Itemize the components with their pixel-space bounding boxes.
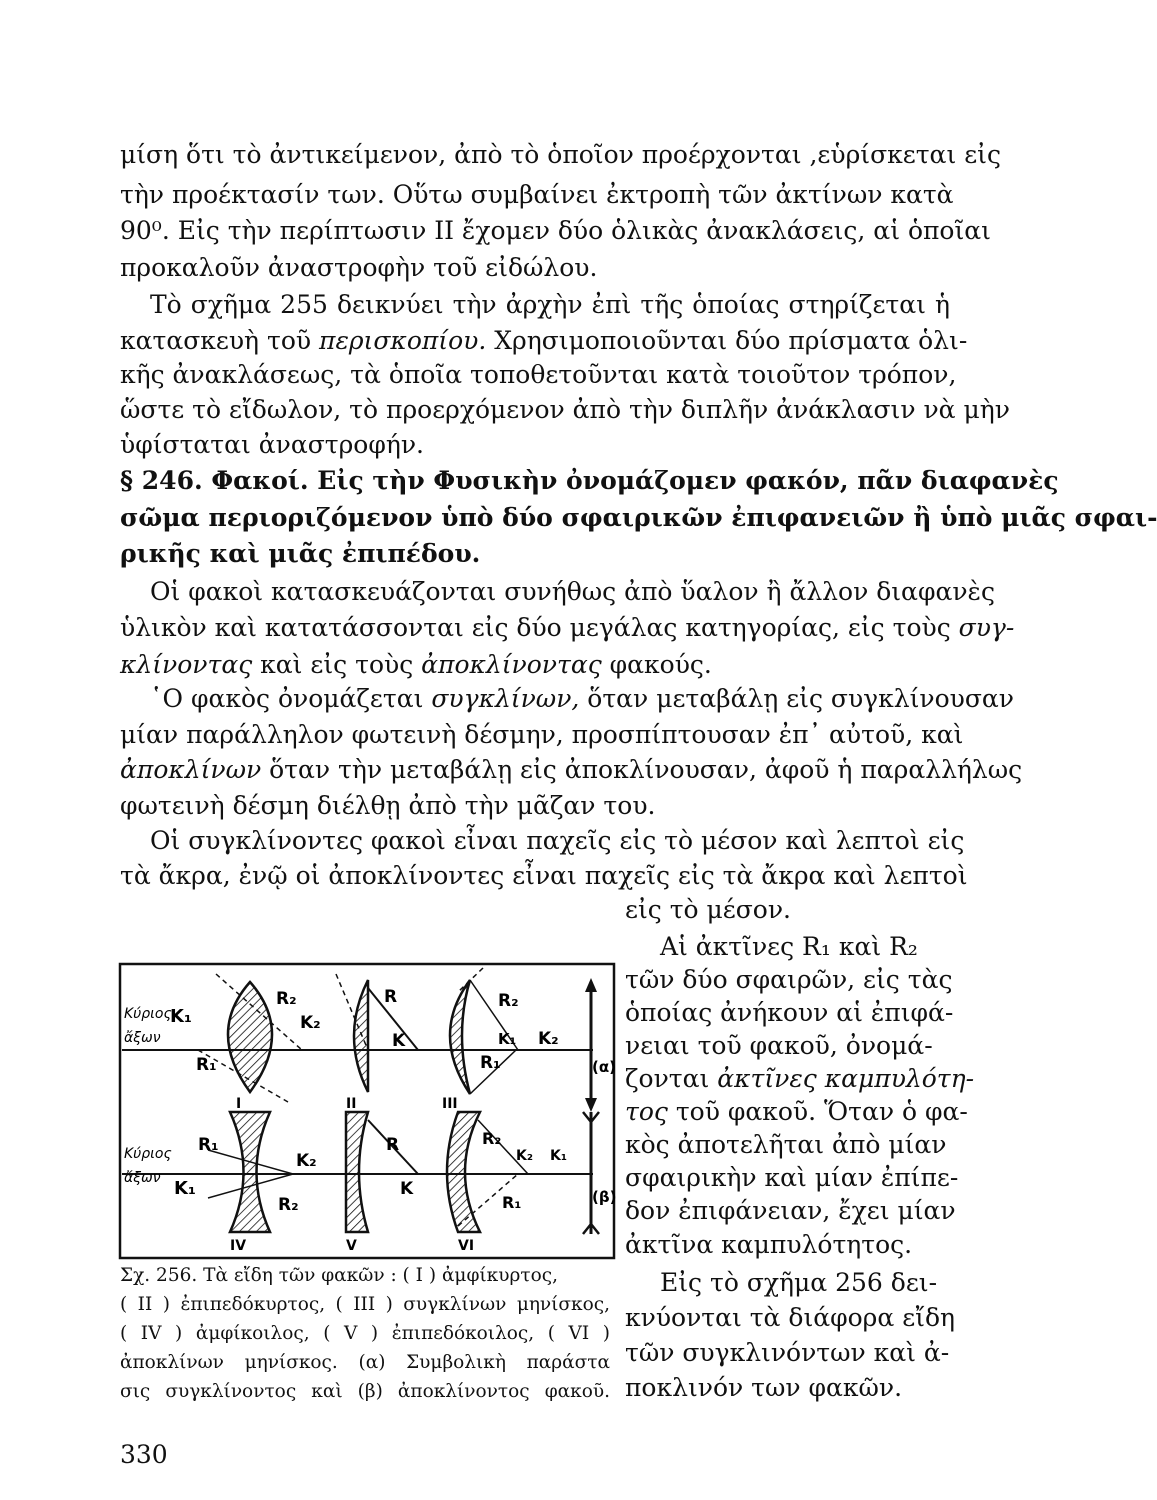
- text-line: Οἱ συγκλίνοντες φακοὶ εἶναι παχεῖς εἰς τὸ μέσον καὶ λεπτοὶ εἰς: [150, 826, 965, 855]
- text-line: μίαν παράλληλον φωτεινὴ δέσμην, προσπίπτουσαν ἐπ᾿ αὐτοῦ, καὶ: [120, 720, 964, 749]
- text-line: κνύονται τὰ διάφορα εἴδη: [625, 1303, 955, 1332]
- text-line: μίση ὅτι τὸ ἀντικείμενον, ἀπὸ τὸ ὁποῖον προέρχονται ,εὑρίσκεται εἰς: [120, 140, 1001, 169]
- diverging-meniscus-lens: [447, 1112, 480, 1232]
- focus-label: K₁: [170, 1006, 192, 1027]
- page-number: 330: [120, 1440, 168, 1469]
- focus-label: K: [400, 1179, 414, 1199]
- figure-caption-line: ( II ) ἐπιπεδόκυρτος, ( III ) συγκλίνων μηνίσκος,: [120, 1294, 610, 1315]
- text-line: προκαλοῦν ἀναστροφὴν τοῦ εἰδώλου.: [120, 253, 598, 282]
- focus-label: K₂: [296, 1151, 317, 1171]
- lens-types-figure: [118, 962, 616, 1260]
- text-line: ὁποίας ἀνήκουν αἱ ἐπιφά-: [625, 998, 954, 1027]
- lens-number: III: [442, 1096, 458, 1112]
- axis-label: ἄξων: [124, 1170, 161, 1186]
- focus-label: K₂: [300, 1013, 321, 1033]
- converging-meniscus-lens: [450, 980, 470, 1094]
- text-line: κλίνοντας καὶ εἰς τοὺς ἀποκλίνοντας φακούς.: [120, 650, 712, 679]
- focus-label: K₂: [516, 1148, 533, 1164]
- radius-label: R₁: [198, 1135, 219, 1155]
- biconvex-lens: [228, 982, 272, 1092]
- text-line: ὥστε τὸ εἴδωλον, τὸ προερχόμενον ἀπὸ τὴν διπλῆν ἀνάκλασιν νὰ μὴν: [120, 395, 1010, 424]
- text-line: φωτεινὴ δέσμη διέλθῃ ἀπὸ τὴν μᾶζαν του.: [120, 791, 656, 820]
- text-line: τῶν συγκλινόντων καὶ ἀ-: [625, 1338, 950, 1367]
- text-line: τὴν προέκτασίν των. Οὕτω συμβαίνει ἐκτροπὴ τῶν ἀκτίνων κατὰ: [120, 180, 954, 209]
- lens-number: I: [236, 1096, 242, 1112]
- lens-number: II: [346, 1096, 357, 1112]
- radius-label: R₂: [498, 991, 519, 1011]
- axis-label: Κύριος: [124, 1146, 172, 1162]
- text-line: νειαι τοῦ φακοῦ, ὀνομά-: [625, 1031, 933, 1060]
- text-line: τῶν δύο σφαιρῶν, εἰς τὰς: [625, 965, 953, 994]
- text-line: ὑλικὸν καὶ κατατάσσονται εἰς δύο μεγάλας κατηγορίας, εἰς τοὺς συγ-: [120, 613, 1015, 642]
- axis-label: ἄξων: [124, 1030, 161, 1046]
- text-line: τὰ ἄκρα, ἐνῷ οἱ ἀποκλίνοντες εἶναι παχεῖς εἰς τὰ ἄκρα καὶ λεπτοὶ: [120, 861, 968, 890]
- focus-label: K₂: [538, 1029, 559, 1049]
- lens-number: VI: [458, 1238, 475, 1254]
- symbol-label: (α): [592, 1058, 617, 1076]
- figure-caption-line: ἀποκλίνων μηνίσκος. (α) Συμβολικὴ παράστα: [120, 1352, 610, 1373]
- section-heading-line: σῶμα περιοριζόμενον ὑπὸ δύο σφαιρικῶν ἐπιφανειῶν ἢ ὑπὸ μιᾶς σφαι-: [120, 503, 1157, 532]
- figure-caption: Σχ. 256. Τὰ εἴδη τῶν φακῶν : ( I ) ἀμφίκυρτος,: [120, 1265, 558, 1286]
- radius-label: R₂: [482, 1129, 502, 1148]
- radius-label: R: [384, 987, 398, 1007]
- radius-label: R₁: [502, 1193, 522, 1212]
- lens-number: V: [346, 1238, 357, 1254]
- focus-label: K₁: [498, 1030, 517, 1048]
- text-line: δον ἐπιφάνειαν, ἔχει μίαν: [625, 1196, 956, 1225]
- plano-convex-lens: [354, 980, 368, 1092]
- symbol-label: (β): [592, 1188, 617, 1206]
- text-line: τος τοῦ φακοῦ. Ὅταν ὁ φα-: [625, 1097, 968, 1126]
- text-line: σφαιρικὴν καὶ μίαν ἐπίπε-: [625, 1163, 959, 1192]
- focus-label: K: [392, 1031, 406, 1051]
- biconcave-lens: [230, 1112, 270, 1232]
- radius-label: R₁: [196, 1055, 217, 1075]
- radius-label: R₁: [480, 1053, 501, 1073]
- plano-concave-lens: [346, 1112, 368, 1232]
- radius-label: R₂: [278, 1195, 299, 1215]
- text-line: Οἱ φακοὶ κατασκευάζονται συνήθως ἀπὸ ὕαλον ἢ ἄλλον διαφανὲς: [150, 577, 995, 606]
- text-line: ποκλινόν των φακῶν.: [625, 1373, 903, 1402]
- text-line: ἀποκλίνων ὅταν τὴν μεταβάλῃ εἰς ἀποκλίνουσαν, ἀφοῦ ἡ παραλλήλως: [120, 755, 1023, 784]
- section-heading-line: ρικῆς καὶ μιᾶς ἐπιπέδου.: [120, 539, 481, 568]
- text-line: 90⁰. Εἰς τὴν περίπτωσιν ΙΙ ἔχομεν δύο ὁλικὰς ἀνακλάσεις, αἱ ὁποῖαι: [120, 216, 991, 245]
- lens-number: IV: [230, 1238, 247, 1254]
- text-line: Αἱ ἀκτῖνες R₁ καὶ R₂: [660, 932, 918, 961]
- focus-label: K₁: [550, 1148, 567, 1164]
- radius-label: R: [386, 1135, 400, 1155]
- focus-label: K₁: [174, 1178, 196, 1199]
- text-line: κῆς ἀνακλάσεως, τὰ ὁποῖα τοποθετοῦνται κατὰ τοιοῦτον τρόπον,: [120, 360, 957, 389]
- text-line: Τὸ σχῆμα 255 δεικνύει τὴν ἀρχὴν ἐπὶ τῆς ὁποίας στηρίζεται ἡ: [150, 290, 950, 319]
- text-line: ῾Ο φακὸς ὀνομάζεται συγκλίνων, ὅταν μεταβάλῃ εἰς συγκλίνουσαν: [150, 684, 1014, 713]
- text-line: εἰς τὸ μέσον.: [625, 895, 791, 924]
- text-line: ὑφίσταται ἀναστροφήν.: [120, 430, 424, 459]
- text-line: κὸς ἀποτελῆται ἀπὸ μίαν: [625, 1130, 947, 1159]
- figure-caption-line: σις συγκλίνοντος καὶ (β) ἀποκλίνοντος φακοῦ.: [120, 1381, 610, 1402]
- section-heading: § 246. Φακοί. Εἰς τὴν Φυσικὴν ὀνομάζομεν φακόν, πᾶν διαφανὲς: [120, 466, 1059, 495]
- axis-label: Κύριος: [124, 1006, 172, 1022]
- text-line: ζονται ἀκτῖνες καμπυλότη-: [625, 1064, 975, 1093]
- figure-caption-line: ( IV ) ἀμφίκοιλος, ( V ) ἐπιπεδόκοιλος, ( VI ): [120, 1323, 610, 1344]
- text-line: Εἰς τὸ σχῆμα 256 δει-: [660, 1268, 938, 1297]
- text-line: ἀκτῖνα καμπυλότητος.: [625, 1230, 913, 1259]
- radius-label: R₂: [276, 989, 297, 1009]
- text-line: κατασκευὴ τοῦ περισκοπίου. Χρησιμοποιοῦνται δύο πρίσματα ὁλι-: [120, 326, 968, 355]
